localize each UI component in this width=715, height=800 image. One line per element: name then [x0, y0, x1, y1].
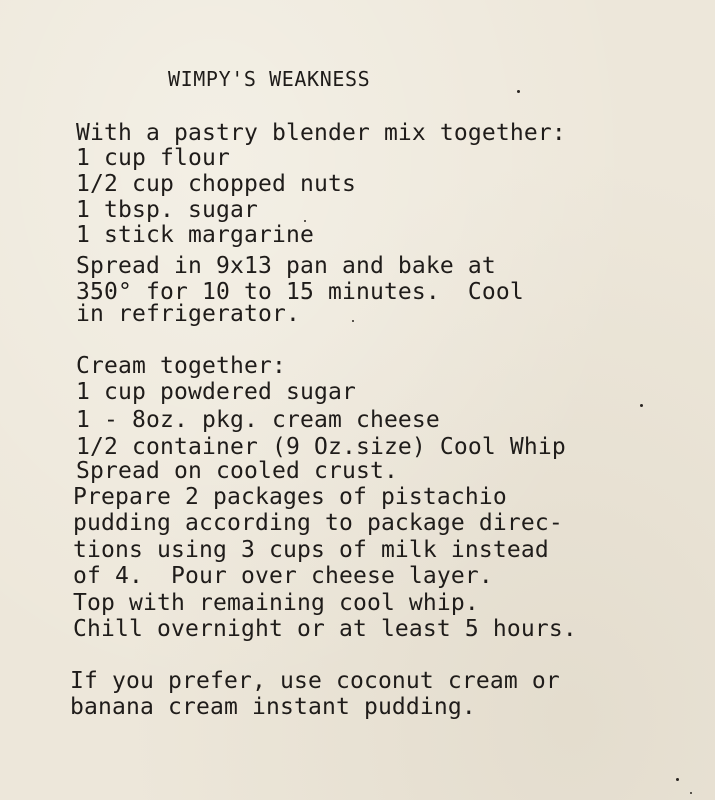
- recipe-line: 350° for 10 to 15 minutes. Cool: [76, 279, 524, 305]
- recipe-title: WIMPY'S WEAKNESS: [168, 67, 371, 91]
- recipe-line: Cream together:: [76, 353, 286, 379]
- paper-speck: [690, 792, 692, 794]
- recipe-line: 1 - 8oz. pkg. cream cheese: [76, 407, 440, 433]
- recipe-line: of 4. Pour over cheese layer.: [73, 563, 493, 589]
- recipe-line: Spread on cooled crust.: [76, 458, 398, 484]
- recipe-line: tions using 3 cups of milk instead: [73, 537, 549, 563]
- recipe-line: Chill overnight or at least 5 hours.: [73, 616, 577, 642]
- recipe-line: Top with remaining cool whip.: [73, 590, 479, 616]
- recipe-line: in refrigerator.: [76, 301, 300, 327]
- recipe-line: Spread in 9x13 pan and bake at: [76, 253, 496, 279]
- recipe-line: 1 stick margarine: [76, 222, 314, 248]
- paper-speck: [304, 220, 306, 222]
- recipe-line: 1/2 cup chopped nuts: [76, 171, 356, 197]
- paper-speck: [517, 90, 520, 93]
- recipe-line: 1/2 container (9 Oz.size) Cool Whip: [76, 434, 566, 460]
- recipe-line: Prepare 2 packages of pistachio: [73, 484, 507, 510]
- paper-speck: [352, 320, 354, 322]
- recipe-line: pudding according to package direc-: [73, 510, 563, 536]
- recipe-line: If you prefer, use coconut cream or: [70, 668, 560, 694]
- recipe-line: 1 cup flour: [76, 145, 230, 171]
- recipe-line: banana cream instant pudding.: [70, 694, 476, 720]
- recipe-line: 1 cup powdered sugar: [76, 379, 356, 405]
- recipe-line: 1 tbsp. sugar: [76, 197, 258, 223]
- paper-speck: [640, 404, 643, 407]
- paper-speck: [676, 778, 679, 781]
- recipe-line: With a pastry blender mix together:: [76, 120, 566, 146]
